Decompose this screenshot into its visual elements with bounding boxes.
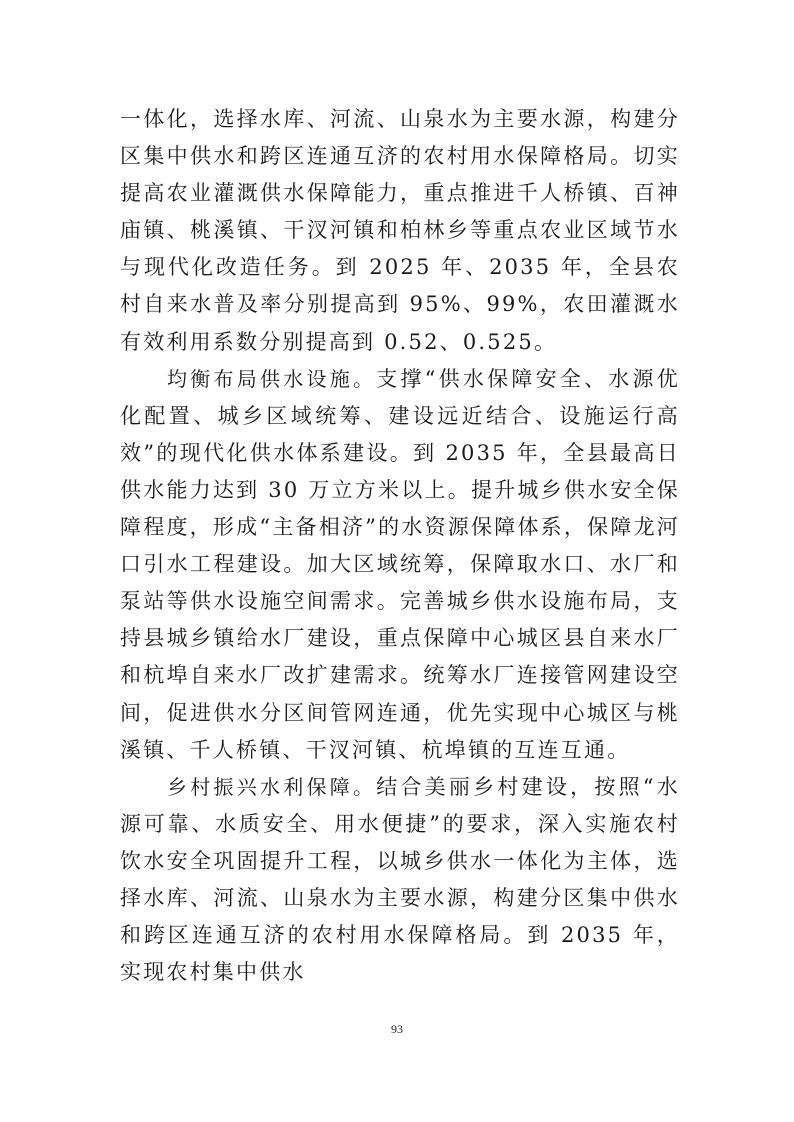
paragraph-3-heading: 乡村振兴水利保障。: [166, 774, 377, 799]
paragraph-2: [120, 361, 680, 769]
body-text: [120, 101, 680, 991]
paragraph-1-text: 一体化，选择水库、河流、山泉水为主要水源，构建分区集中供水和跨区连通互济的农村用水保障格局。切实提高农业灌溉供水保障能力，重点推进千人桥镇、百神庙镇、桃溪镇、干汊河镇和柏林乡等重点农业区域节水与现代化改造任务。到 2025 年、2035 年，全县农村自来水普及率分别提高到 95%、99%，农田灌溉水有效利用系数分别提高到 0.52、0.525。: [120, 107, 680, 354]
paragraph-2-heading: 均衡布局供水设施。: [166, 366, 377, 391]
paragraph-3: [120, 769, 680, 992]
paragraph-3-text: 结合美丽乡村建设，按照“水源可靠、水质安全、用水便捷”的要求，深入实施农村饮水安全巩固提升工程，以城乡供水一体化为主体，选择水库、河流、山泉水为主要水源，构建分区集中供水和跨区连通互济的农村用水保障格局。到 2035 年，实现农村集中供水: [120, 774, 680, 985]
paragraph-2-text: 支撑“供水保障安全、水源优化配置、城乡区域统筹、建设远近结合、设施运行高效”的现代化供水体系建设。到 2035 年，全县最高日供水能力达到 30 万立方米以上。提升城乡供水安全保障程度，形成“主备相济”的水资源保障体系，保障龙河口引水工程建设。加大区域统筹，保障取水口、水厂和泵站等供水设施空间需求。完善城乡供水设施布局，支持县城乡镇给水厂建设，重点保障中心城区县自来水厂和杭埠自来水厂改扩建需求。统筹水厂连接管网建设空间，促进供水分区间管网连通，优先实现中心城区与桃溪镇、千人桥镇、干汊河镇、杭埠镇的互连互通。: [120, 366, 680, 762]
paragraph-1: [120, 101, 680, 361]
page-number: 93: [391, 1022, 403, 1036]
